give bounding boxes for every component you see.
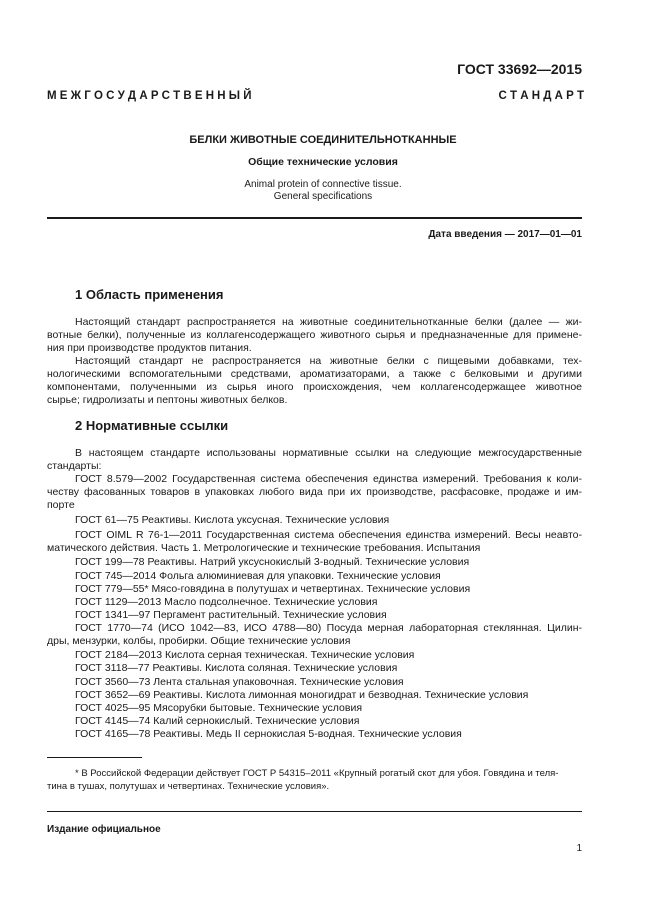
- section-2-heading: 2 Нормативные ссылки: [75, 418, 229, 433]
- document-subtitle: Общие технические условия: [248, 156, 398, 168]
- introduction-date: Дата введения — 2017—01—01: [428, 229, 582, 240]
- standard-banner: [47, 90, 584, 102]
- english-title-line-2: General specifications: [273, 191, 373, 202]
- section-2-line: стандарты:: [47, 460, 102, 472]
- section-2-line: честву фасованных товаров в упаковках любого вида при их производстве, расфасовке, продаже и им-: [47, 486, 582, 498]
- section-2-line: ГОСТ 1770—74 (ИСО 1042—83, ИСО 4788—80) Посуда мерная лабораторная стеклянная. Цилин-: [75, 622, 582, 634]
- document-title: БЕЛКИ ЖИВОТНЫЕ СОЕДИНИТЕЛЬНОТКАННЫЕ: [189, 134, 457, 146]
- section-2-line: порте: [47, 499, 75, 511]
- section-2-line: ГОСТ 779—55* Мясо-говядина в полутушах и четвертинах. Технические условия: [75, 583, 471, 595]
- section-1-line: ния при производстве продуктов питания.: [47, 342, 252, 354]
- section-1-line: компонентами, полученными из сырья иного происхождения, чем коллагенсодержащее животное: [47, 381, 582, 393]
- section-1-heading: 1 Область применения: [75, 287, 224, 302]
- section-2-line: ГОСТ 1341—97 Пергамент растительный. Технические условия: [75, 609, 387, 621]
- banner-left: М Е Ж Г О С У Д А Р С Т В Е Н Н Ы Й: [47, 90, 252, 102]
- footnote-divider: [47, 757, 142, 758]
- section-2-line: ГОСТ 61—75 Реактивы. Кислота уксусная. Технические условия: [75, 514, 390, 526]
- english-title-line-1: Animal protein of connective tissue.: [244, 179, 402, 190]
- header-divider: [47, 217, 582, 219]
- banner-right: С Т А Н Д А Р Т: [498, 90, 584, 102]
- document-number: ГОСТ 33692—2015: [457, 61, 582, 77]
- section-2-line: ГОСТ 4165—78 Реактивы. Медь II сернокислая 5-водная. Технические условия: [75, 728, 462, 740]
- section-1-line: вотные белки), полученные из коллагенсодержащего животного сырья и предназначенные для примене-: [47, 329, 582, 341]
- footnote-line: * В Российской Федерации действует ГОСТ Р 54315–2011 «Крупный рогатый скот для убоя. Говядина и теля-: [75, 768, 559, 779]
- section-2-line: дры, мензурки, колбы, пробирки. Общие технические условия: [47, 635, 351, 647]
- section-2-line: В настоящем стандарте использованы нормативные ссылки на следующие межгосударственные: [75, 447, 582, 459]
- section-2-line: ГОСТ 8.579—2002 Государственная система обеспечения единства измерений. Требования к коли-: [75, 473, 582, 485]
- section-2-line: ГОСТ 3560—73 Лента стальная упаковочная. Технические условия: [75, 676, 404, 688]
- section-2-line: ГОСТ 745—2014 Фольга алюминиевая для упаковки. Технические условия: [75, 570, 441, 582]
- section-2-line: ГОСТ 4145—74 Калий сернокислый. Технические условия: [75, 715, 360, 727]
- page-number: 1: [576, 843, 582, 854]
- section-2-line: ГОСТ 4025—95 Мясорубки бытовые. Технические условия: [75, 702, 363, 714]
- section-2-line: ГОСТ 1129—2013 Масло подсолнечное. Технические условия: [75, 596, 378, 608]
- section-1-line: сырье; гидролизаты и пептоны животных белков.: [47, 394, 288, 406]
- section-1-line: Настоящий стандарт распространяется на животные соединительнотканные белки (далее — жи-: [75, 316, 582, 328]
- section-1-line: Настоящий стандарт не распространяется на животные белки с пищевыми добавками, тех-: [75, 355, 582, 367]
- section-2-line: ГОСТ 2184—2013 Кислота серная техническая. Технические условия: [75, 649, 415, 661]
- section-2-line: матического действия. Часть 1. Метрологические и технические требования. Испытания: [47, 542, 481, 554]
- section-2-line: ГОСТ 3118—77 Реактивы. Кислота соляная. Технические условия: [75, 662, 398, 674]
- edition-label: Издание официальное: [47, 824, 161, 835]
- section-2-line: ГОСТ 3652—69 Реактивы. Кислота лимонная моногидрат и безводная. Технические условия: [75, 689, 529, 701]
- footnote-line: тина в тушах, полутушах и четвертинах. Технические условия».: [47, 781, 330, 792]
- section-2-line: ГОСТ OIML R 76-1—2011 Государственная система обеспечения единства измерений. Весы неавто-: [75, 529, 582, 541]
- section-1-line: нологическими вспомогательными средствами, ароматизаторами, а также с белковыми и другими: [47, 368, 582, 380]
- section-2-line: ГОСТ 199—78 Реактивы. Натрий уксуснокислый 3-водный. Технические условия: [75, 556, 470, 568]
- footer-divider: [47, 811, 582, 812]
